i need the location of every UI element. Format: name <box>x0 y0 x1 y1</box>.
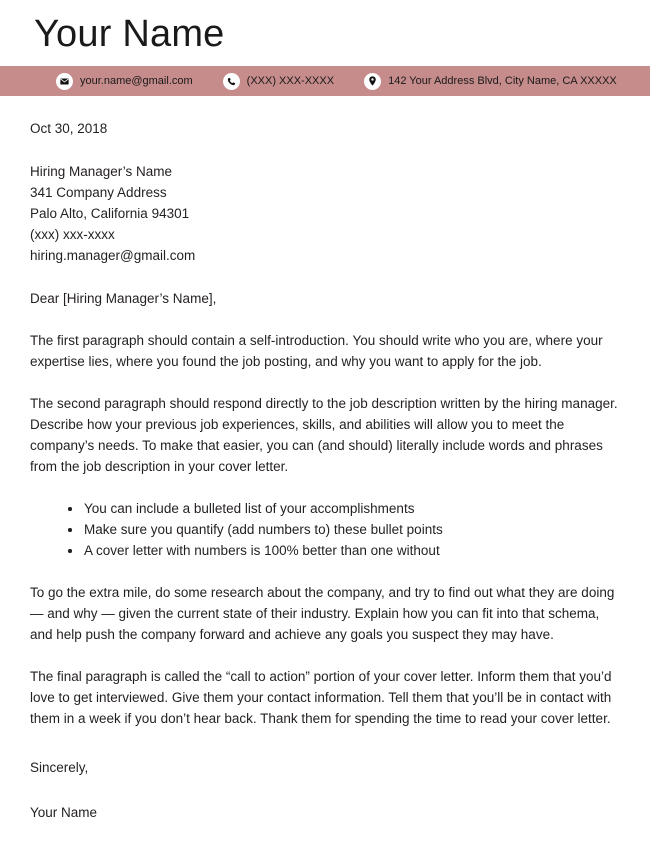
letter-body <box>0 96 650 823</box>
recipient-address-block <box>30 139 620 266</box>
salutation: Dear [Hiring Manager’s Name], <box>30 291 217 306</box>
page-title: Your Name <box>34 13 225 55</box>
letter-date: Oct 30, 2018 <box>30 121 108 136</box>
list-item: A cover letter with numbers is 100% better than one without <box>68 540 620 561</box>
contact-email-text: your.name@gmail.com <box>80 74 193 87</box>
paragraph-3: To go the extra mile, do some research about the company, and try to find out what they are doing — and why — given the current state of their industry. Explain how you can fit into that schema, and help push the company forward and achieve any goals you suspect they may have. <box>30 585 615 642</box>
phone-icon <box>223 73 240 90</box>
paragraph-4: The final paragraph is called the “call to action” portion of your cover letter. Inform them that you’d love to get interviewed. Give them your contact information. Tell them that you’ll be in contact with them in a week if you don’t hear back. Thank them for spending the time to read your cover letter. <box>30 669 612 726</box>
contact-item-email[interactable] <box>56 66 193 96</box>
contact-address-text: 142 Your Address Blvd, City Name, CA XXXXX <box>388 74 617 87</box>
recipient-line: (xxx) xxx-xxxx <box>30 227 115 242</box>
envelope-icon <box>56 73 73 90</box>
contact-bar <box>0 66 650 96</box>
paragraph-1: The first paragraph should contain a self-introduction. You should write who you are, where your expertise lies, where you found the job posting, and why you want to apply for the job. <box>30 333 603 369</box>
signoff: Sincerely, <box>30 760 89 775</box>
paragraph-2: The second paragraph should respond directly to the job description written by the hiring manager. Describe how your previous job experiences, skills, and abilities will allow you to meet the company’s needs. To make that easier, you can (and should) literally include words and phrases from the job description in your cover letter. <box>30 396 618 474</box>
location-pin-icon <box>364 73 381 90</box>
letterhead <box>0 0 650 66</box>
recipient-line: Hiring Manager’s Name <box>30 164 173 179</box>
list-item: Make sure you quantify (add numbers to) these bullet points <box>68 519 620 540</box>
recipient-line: 341 Company Address <box>30 185 167 200</box>
contact-item-phone[interactable] <box>223 66 334 96</box>
recipient-line: hiring.manager@gmail.com <box>30 248 196 263</box>
accomplishments-list <box>30 477 620 561</box>
contact-item-address[interactable] <box>364 66 617 96</box>
recipient-line: Palo Alto, California 94301 <box>30 206 190 221</box>
list-item: You can include a bulleted list of your accomplishments <box>68 498 620 519</box>
signature-name: Your Name <box>30 805 98 820</box>
contact-phone-text: (XXX) XXX-XXXX <box>246 74 335 87</box>
